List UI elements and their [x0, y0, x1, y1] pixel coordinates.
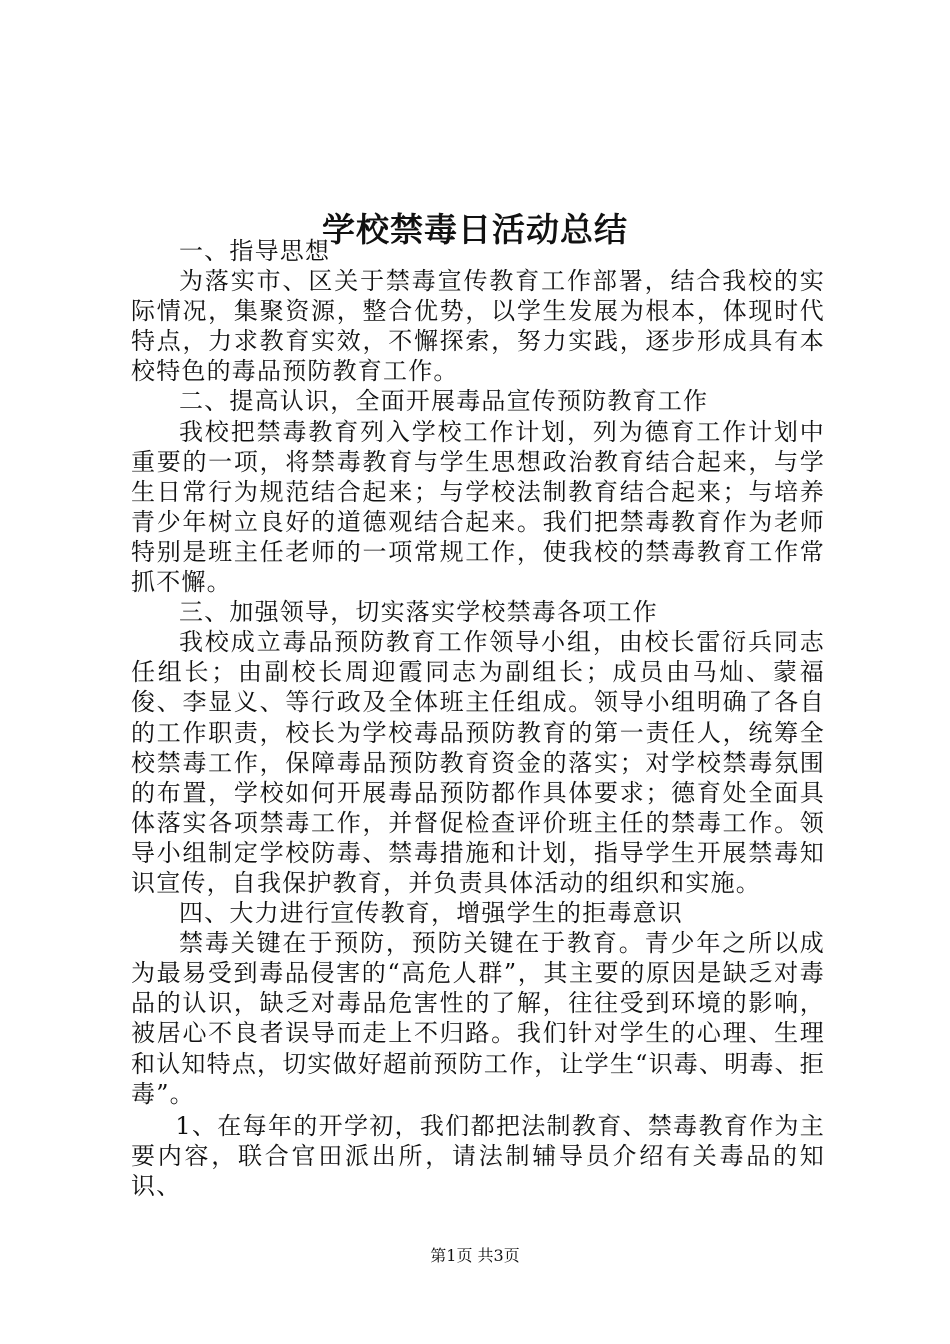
document-body: [131, 236, 825, 1201]
page-number-footer: 第1页 共3页: [430, 1246, 520, 1265]
section-heading-strengthen-leadership: 三、加强领导，切实落实学校禁毒各项工作: [179, 598, 658, 627]
paragraph-guiding-ideology: 为落实市、区关于禁毒宣传教育工作部署，结合我校的实际情况，集聚资源，整合优势，以学生发展为根本，体现时代特点，力求教育实效，不懈探索，努力实践，逐步形成具有本校特色的毒品预防教育工作。: [131, 267, 825, 386]
paragraph-publicity-education: 禁毒关键在于预防，预防关键在于教育。青少年之所以成为最易受到毒品侵害的“高危人群”，其主要的原因是缺乏对毒品的认识，缺乏对毒品危害性的了解，往往受到环境的影响，被居心不良者误导而走上不归路。我们针对学生的心理、生理和认知特点，切实做好超前预防工作，让学生“识毒、明毒、拒毒”。: [131, 929, 825, 1108]
paragraph-strengthen-leadership: 我校成立毒品预防教育工作领导小组，由校长雷衍兵同志任组长；由副校长周迎霞同志为副组长；成员由马灿、蒙福俊、李显义、等行政及全体班主任组成。领导小组明确了各自的工作职责，校长为学校毒品预防教育的第一责任人，统筹全校禁毒工作，保障毒品预防教育资金的落实；对学校禁毒氛围的布置，学校如何开展毒品预防都作具体要求；德育处全面具体落实各项禁毒工作，并督促检查评价班主任的禁毒工作。领导小组制定学校防毒、禁毒措施和计划，指导学生开展禁毒知识宣传，自我保护教育，并负责具体活动的组织和实施。: [131, 628, 825, 897]
section-heading-publicity-education: 四、大力进行宣传教育，增强学生的拒毒意识: [179, 899, 683, 928]
section-heading-raise-awareness: 二、提高认识，全面开展毒品宣传预防教育工作: [179, 387, 709, 416]
section-heading-guiding-ideology: 一、指导思想: [179, 237, 331, 265]
list-item-1: 1、在每年的开学初，我们都把法制教育、禁毒教育作为主要内容，联合官田派出所，请法制辅导员介绍有关毒品的知识、: [131, 1111, 825, 1200]
paragraph-raise-awareness: 我校把禁毒教育列入学校工作计划，列为德育工作计划中重要的一项，将禁毒教育与学生思想政治教育结合起来，与学生日常行为规范结合起来；与学校法制教育结合起来；与培养青少年树立良好的道德观结合起来。我们把禁毒教育作为老师特别是班主任老师的一项常规工作，使我校的禁毒教育工作常抓不懈。: [131, 417, 825, 597]
document-title: 学校禁毒日活动总结: [322, 210, 628, 250]
